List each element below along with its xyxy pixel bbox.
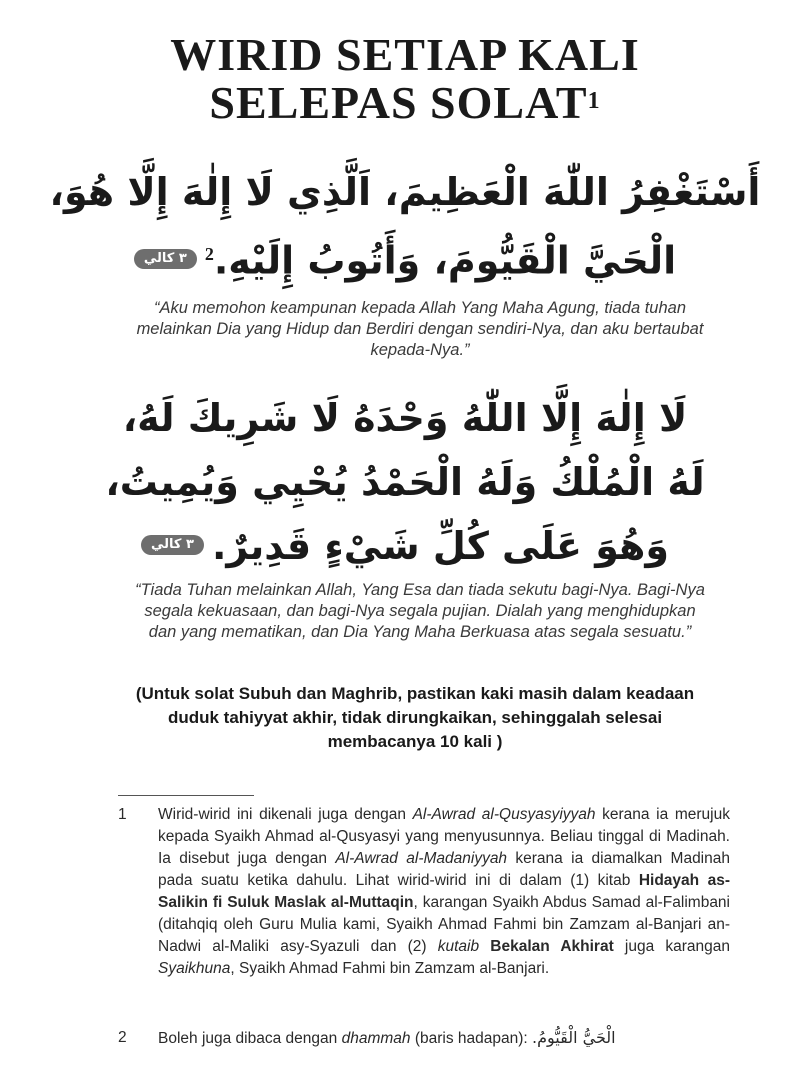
repeat-count-badge: ٣ كالي (141, 535, 204, 555)
footnote-2 (118, 1027, 730, 1050)
bold-text: Bekalan Akhirat (490, 938, 614, 955)
repeat-count-badge: ٣ كالي (134, 249, 197, 269)
page-title-line1 (0, 30, 810, 80)
footnote-text (158, 1027, 730, 1050)
arabic-verse-2-line-3 (0, 520, 810, 572)
footnote-divider (118, 795, 254, 796)
text: (baris hadapan): (410, 1030, 533, 1047)
italic-text: Al-Awrad al-Qusyasyiyyah (412, 806, 596, 823)
title-text: WIRID SETIAP KALI (170, 29, 640, 80)
arabic-verse-2-line-1: لَا إِلٰهَ إِلَّا اللّٰهُ وَحْدَهُ لَا شَرِيكَ لَهُ، (122, 396, 688, 440)
footnote-1 (118, 804, 730, 980)
italic-text: dhammah (341, 1030, 411, 1047)
arabic-verse-2-line-2: لَهُ الْمُلْكُ وَلَهُ الْحَمْدُ يُحْيِي وَيُمِيتُ، (105, 460, 705, 504)
footnote-text (158, 804, 730, 980)
instruction-note: (Untuk solat Subuh dan Maghrib, pastikan kaki masih dalam keadaan duduk tahiyyat akhir, tidak dirungkaikan, sehinggalah selesai membacanya 10 kali ) (135, 684, 695, 751)
italic-text: Al-Awrad al-Madaniyyah (335, 850, 508, 867)
arabic-verse-1-line-2 (0, 228, 810, 287)
italic-text: Syaikhuna (158, 960, 231, 977)
title-footnote-ref[interactable]: 1 (587, 88, 601, 114)
text: kerana ia diamalkan Madinah pada suatu ketika dahulu. Lihat wirid-wirid ini di dalam (1) kitab (158, 850, 730, 889)
translation-2: “Tiada Tuhan melainkan Allah, Yang Esa dan tiada sekutu bagi-Nya. Bagi-Nya segala kekuasaan, dan bagi-Nya segala pujian. Dialah yang menghidupkan dan yang mematikan, dan Dia Yang Maha Berkuasa atas segala sesuatu.” (135, 581, 705, 641)
text (479, 938, 490, 955)
bold-text: Hidayah as-Salikin fi Suluk Maslak al-Muttaqin (158, 872, 730, 911)
translation-1: “Aku memohon keampunan kepada Allah Yang Maha Agung, tiada tuhan melainkan Dia yang Hidup dan Berdiri dengan sendiri-Nya, dan aku bertaubat kepada-Nya.” (136, 299, 704, 359)
italic-text: kutaib (437, 938, 480, 955)
footnote-number: 1 (118, 806, 127, 823)
title-text: SELEPAS SOLAT (209, 77, 588, 128)
text: , karangan Syaikh Abdus Samad al-Falimbani (ditahqiq oleh Guru Mulia kami, Syaikh Ahmad Fahmi bin Zamzam al-Banjari an-Nadwi al-Maliki asy-Syazuli dan (2) (158, 894, 730, 955)
arabic-text: الْحَيَّ الْقَيُّومَ، وَأَتُوبُ إِلَيْهِ. (213, 238, 677, 283)
arabic-verse-1-line-1: أَسْتَغْفِرُ اللّٰهَ الْعَظِيمَ، اَلَّذِي لَا إِلٰهَ إِلَّا هُوَ، (49, 170, 761, 214)
text: , Syaikh Ahmad Fahmi bin Zamzam al-Banjari. (230, 960, 550, 977)
text: kerana ia merujuk kepada Syaikh Ahmad al-Qusyasyi yang menyusunnya. Beliau tinggal di Madinah. Ia disebut juga dengan (158, 806, 730, 867)
arabic-text: وَهُوَ عَلَى كُلِّ شَيْءٍ قَدِيرٌ. (211, 524, 669, 568)
footnote-ref-2[interactable]: 2 (204, 244, 214, 264)
page-title-line2 (0, 78, 810, 128)
footnote-number: 2 (118, 1029, 127, 1046)
text: Wirid-wirid ini dikenali juga dengan (158, 806, 413, 823)
text: Boleh juga dibaca dengan (158, 1030, 342, 1047)
text: juga karangan (613, 938, 730, 955)
arabic-text: الْحَيُّ الْقَيُّومُ. (532, 1028, 616, 1047)
